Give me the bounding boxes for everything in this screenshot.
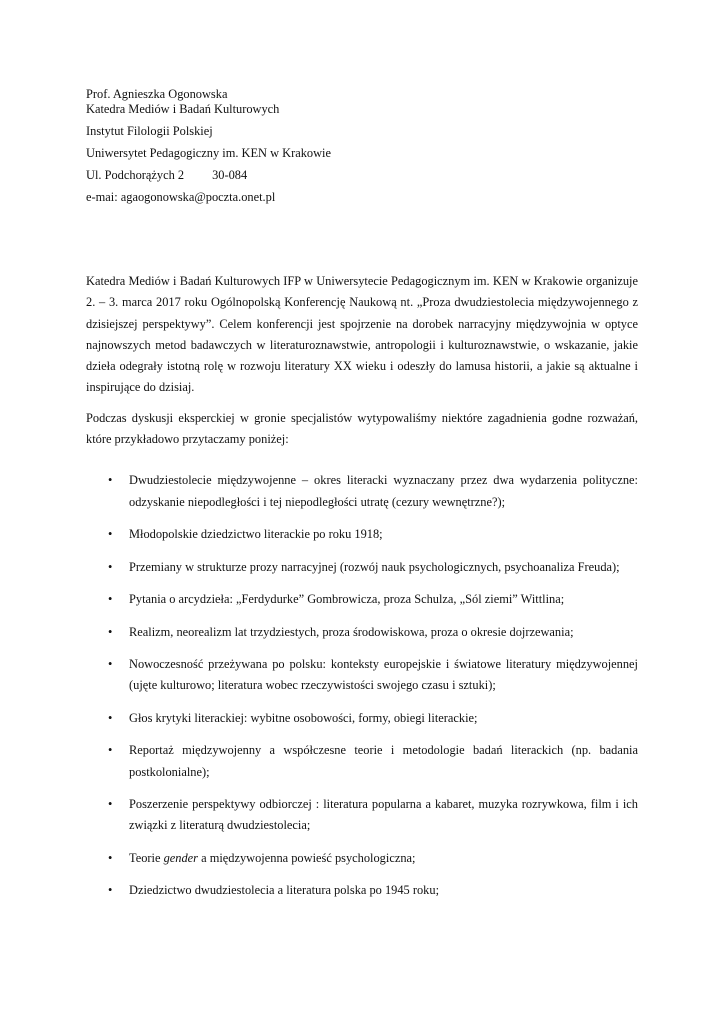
list-item-text: Nowoczesność przeżywana po polsku: konteksty europejskie i światowe literatury międzywojennej (ujęte kulturowo; literatura wobec rzeczywistości swojego czasu i sztuki);	[129, 657, 638, 693]
bullet-icon: •	[108, 883, 113, 898]
list-item-text: Pytania o arcydzieła: „Ferdydurke” Gombrowicza, proza Schulza, „Sól ziemi” Wittlina;	[129, 592, 565, 607]
bullet-icon: •	[108, 710, 113, 725]
list-item-text: Realizm, neorealizm lat trzydziestych, proza środowiskowa, proza o okresie dojrzewania;	[129, 624, 574, 639]
list-item	[86, 740, 638, 783]
bullet-icon: •	[108, 592, 113, 607]
bullet-icon: •	[108, 559, 113, 574]
list-item	[86, 708, 638, 729]
bullet-icon: •	[108, 473, 113, 488]
gender-prefix: Teorie	[129, 850, 164, 865]
list-item	[86, 470, 638, 513]
list-item-text	[129, 851, 415, 865]
list-item	[86, 794, 638, 837]
list-item	[86, 524, 638, 545]
list-item	[86, 880, 638, 901]
letter-header	[86, 87, 638, 205]
department-name: Katedra Mediów i Badań Kulturowych	[86, 102, 280, 116]
list-item-text: Młodopolskie dziedzictwo literackie po roku 1918;	[129, 527, 383, 542]
bullet-icon: •	[108, 797, 113, 812]
lead-paragraph: Podczas dyskusji eksperckiej w gronie specjalistów wytypowaliśmy niektóre zagadnienia godne rozważań, które przykładowo przytaczamy poniżej:	[86, 410, 638, 447]
intro-paragraph: Katedra Mediów i Badań Kulturowych IFP w Uniwersytecie Pedagogicznym im. KEN w Krakowie organizuje 2. – 3. marca 2017 roku Ogólnopolską Konferencję Naukową nt. „Proza dwudziestolecia międzywojennego z dzisiejszej perspektywy”. Celem konferencji jest spojrzenie na dorobek narracyjny międzywojnia w optyce najnowszych metod badawczych w literaturoznawstwie, antropologii i kulturoznawstwie, o wskazanie, jakie dzieła odegrały istotną rolę w rozwoju literatury XX wieku i odeszły do lamusa historii, a jakie są aktualne i inspirujące do dzisiaj.	[86, 274, 638, 395]
topic-list	[86, 470, 638, 901]
list-item-text: Reportaż międzywojenny a współczesne teorie i metodologie badań literackich (np. badania postkolonialne);	[129, 743, 638, 779]
bullet-icon: •	[108, 624, 113, 639]
list-item	[86, 848, 638, 869]
list-item	[86, 557, 638, 578]
bullet-icon: •	[108, 743, 113, 758]
bullet-icon: •	[108, 527, 113, 542]
list-item-text: Dziedzictwo dwudziestolecia a literatura polska po 1945 roku;	[129, 883, 440, 898]
email-line: e-mai: agaogonowska@poczta.onet.pl	[86, 190, 276, 204]
gender-suffix: a międzywojenna powieść psychologiczna;	[198, 850, 416, 865]
institute-name: Instytut Filologii Polskiej	[86, 124, 213, 138]
list-item-text: Przemiany w strukturze prozy narracyjnej (rozwój nauk psychologicznych, psychoanaliza Freuda);	[129, 559, 620, 574]
address-line	[86, 168, 638, 183]
list-item	[86, 589, 638, 610]
postal-code: 30-084	[212, 168, 248, 182]
list-item-text: Głos krytyki literackiej: wybitne osobowości, formy, obiegi literackie;	[129, 710, 478, 725]
bullet-icon: •	[108, 657, 113, 672]
letter-body	[86, 271, 638, 913]
bullet-icon: •	[108, 850, 113, 865]
list-item-text: Dwudziestolecie międzywojenne – okres literacki wyznaczany przez dwa wydarzenia polityczne: odzyskanie niepodległości i tej niepodległości utratę (cezury wewnętrzne?);	[129, 473, 638, 509]
university-name: Uniwersytet Pedagogiczny im. KEN w Krakowie	[86, 146, 331, 160]
street-address: Ul. Podchorążych 2	[86, 168, 185, 182]
author-name: Prof. Agnieszka Ogonowska	[86, 87, 228, 101]
list-item-text: Poszerzenie perspektywy odbiorczej : literatura popularna a kabaret, muzyka rozrywkowa, film i ich związki z literaturą dwudziestolecia;	[129, 797, 638, 833]
list-item	[86, 654, 638, 697]
list-item	[86, 622, 638, 643]
gender-term: gender	[163, 850, 198, 865]
